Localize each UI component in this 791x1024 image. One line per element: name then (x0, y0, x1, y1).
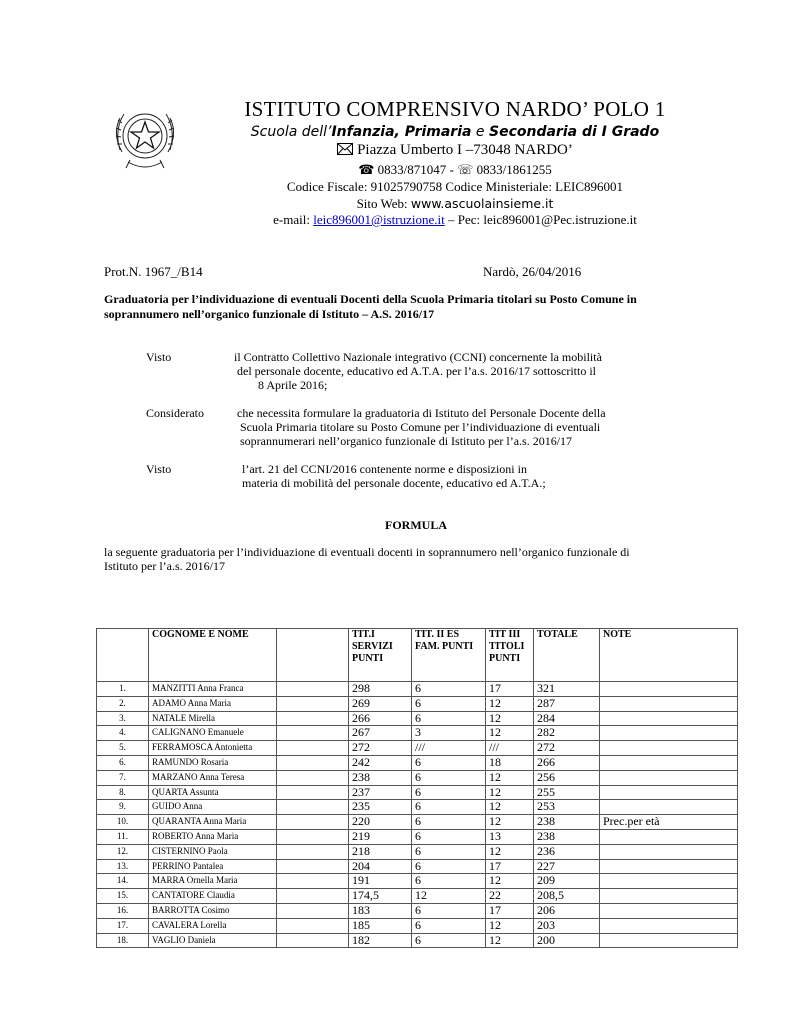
teacher-name: CAVALERA Lorella (149, 918, 277, 933)
notes (600, 741, 738, 756)
blank-cell (277, 696, 349, 711)
table-row (97, 903, 738, 918)
tit3-points: 12 (486, 696, 534, 711)
teacher-name: QUARTA Assunta (149, 785, 277, 800)
notes (600, 903, 738, 918)
tit2-points: 6 (412, 755, 486, 770)
email-link[interactable]: leic896001@istruzione.it (313, 212, 445, 227)
row-number: 13. (97, 859, 149, 874)
tit1-points: 266 (349, 711, 412, 726)
col-header-tit1: TIT.I SERVIZI PUNTI (349, 629, 412, 682)
notes (600, 829, 738, 844)
total-points: 209 (534, 874, 600, 889)
notes (600, 859, 738, 874)
tit3-points: 12 (486, 785, 534, 800)
row-number: 17. (97, 918, 149, 933)
fax-icon: ☏ (457, 162, 474, 177)
website-url[interactable]: www.ascuolainsieme.it (410, 196, 554, 211)
blank-cell (277, 726, 349, 741)
tit2-points: 6 (412, 815, 486, 830)
table-row (97, 785, 738, 800)
tit3-points: 12 (486, 800, 534, 815)
teacher-name: RAMUNDO Rosaria (149, 755, 277, 770)
tit1-points: 235 (349, 800, 412, 815)
teacher-name: GUIDO Anna (149, 800, 277, 815)
blank-cell (277, 889, 349, 904)
tit1-points: 298 (349, 682, 412, 697)
school-subtitle-part: Scuola dell’ (250, 124, 332, 140)
tit1-points: 237 (349, 785, 412, 800)
teacher-name: ROBERTO Anna Maria (149, 829, 277, 844)
total-points: 272 (534, 741, 600, 756)
tit3-points: 22 (486, 889, 534, 904)
premise-line: Scuola Primaria titolare su Posto Comune per l’individuazione di eventuali (237, 420, 601, 434)
tit3-points: 17 (486, 682, 534, 697)
notes (600, 889, 738, 904)
total-points: 208,5 (534, 889, 600, 904)
tit2-points: 6 (412, 785, 486, 800)
row-number: 7. (97, 770, 149, 785)
row-number: 6. (97, 755, 149, 770)
total-points: 282 (534, 726, 600, 741)
italian-republic-emblem-icon (108, 100, 182, 176)
row-number: 4. (97, 726, 149, 741)
blank-cell (277, 682, 349, 697)
premise-line: che necessita formulare la graduatoria di Istituto del Personale Docente della (237, 406, 606, 420)
premise-line: 8 Aprile 2016; (258, 378, 328, 392)
blank-cell (277, 815, 349, 830)
blank-cell (277, 785, 349, 800)
table-row (97, 682, 738, 697)
phone-number: 0833/871047 - (377, 162, 454, 177)
blank-cell (277, 755, 349, 770)
table-row (97, 829, 738, 844)
table-row (97, 859, 738, 874)
email-label: e-mail: (273, 212, 314, 227)
table-row (97, 711, 738, 726)
pec-address: – Pec: leic896001@Pec.istruzione.it (444, 212, 637, 227)
tit2-points: 6 (412, 844, 486, 859)
row-number: 5. (97, 741, 149, 756)
tit1-points: 183 (349, 903, 412, 918)
tit3-points: 12 (486, 726, 534, 741)
premise-label: Considerato (146, 406, 204, 420)
teacher-name: QUARANTA Anna Maria (149, 815, 277, 830)
notes (600, 933, 738, 948)
notes (600, 755, 738, 770)
teacher-name: PERRINO Pantalea (149, 859, 277, 874)
teacher-name: CANTATORE Claudia (149, 889, 277, 904)
tit2-points: 6 (412, 859, 486, 874)
row-number: 18. (97, 933, 149, 948)
total-points: 284 (534, 711, 600, 726)
tit2-points: 6 (412, 682, 486, 697)
col-header-number (97, 629, 149, 682)
total-points: 256 (534, 770, 600, 785)
row-number: 14. (97, 874, 149, 889)
teacher-name: ADAMO Anna Maria (149, 696, 277, 711)
notes (600, 785, 738, 800)
school-name: ISTITUTO COMPRENSIVO NARDO’ POLO 1 (244, 97, 666, 121)
notes (600, 711, 738, 726)
table-row (97, 770, 738, 785)
school-subtitle (205, 124, 705, 140)
total-points: 287 (534, 696, 600, 711)
tit2-points: 6 (412, 696, 486, 711)
table-row (97, 755, 738, 770)
row-number: 16. (97, 903, 149, 918)
website (205, 196, 705, 212)
notes (600, 682, 738, 697)
table-row (97, 844, 738, 859)
tit2-points: 12 (412, 889, 486, 904)
notes: Prec.per età (600, 815, 738, 830)
tit1-points: 185 (349, 918, 412, 933)
blank-cell (277, 874, 349, 889)
school-subtitle-bold: Infanzia, Primaria (331, 124, 472, 140)
col-header-tit3: TIT III TITOLI PUNTI (486, 629, 534, 682)
blank-cell (277, 933, 349, 948)
col-header-notes: NOTE (600, 629, 738, 682)
notes (600, 844, 738, 859)
tit3-points: /// (486, 741, 534, 756)
tit2-points: 6 (412, 800, 486, 815)
tit1-points: 182 (349, 933, 412, 948)
table-row (97, 800, 738, 815)
tit2-points: /// (412, 741, 486, 756)
tit3-points: 18 (486, 755, 534, 770)
tit1-points: 218 (349, 844, 412, 859)
notes (600, 770, 738, 785)
blank-cell (277, 770, 349, 785)
blank-cell (277, 918, 349, 933)
school-subtitle-part: e (471, 124, 489, 140)
premise-label: Visto (146, 462, 172, 476)
teacher-name: MANZITTI Anna Franca (149, 682, 277, 697)
table-row (97, 696, 738, 711)
col-header-total: TOTALE (534, 629, 600, 682)
tit1-points: 267 (349, 726, 412, 741)
blank-cell (277, 829, 349, 844)
fiscal-codes: Codice Fiscale: 91025790758 Codice Ministeriale: LEIC896001 (286, 179, 624, 194)
fax-number: 0833/1861255 (476, 162, 552, 177)
tit3-points: 13 (486, 829, 534, 844)
school-address (205, 142, 705, 159)
blank-cell (277, 903, 349, 918)
total-points: 253 (534, 800, 600, 815)
row-number: 2. (97, 696, 149, 711)
row-number: 3. (97, 711, 149, 726)
email-line (205, 212, 705, 228)
teacher-name: BARROTTA Cosimo (149, 903, 277, 918)
tit2-points: 6 (412, 903, 486, 918)
table-header-row (97, 629, 738, 682)
table-row (97, 889, 738, 904)
tit3-points: 12 (486, 874, 534, 889)
row-number: 8. (97, 785, 149, 800)
table-row (97, 918, 738, 933)
tit3-points: 17 (486, 859, 534, 874)
document-date: Nardò, 26/04/2016 (483, 264, 582, 279)
tit2-points: 6 (412, 711, 486, 726)
row-number: 1. (97, 682, 149, 697)
notes (600, 726, 738, 741)
blank-cell (277, 800, 349, 815)
total-points: 321 (534, 682, 600, 697)
premise-line: il Contratto Collettivo Nazionale integrativo (CCNI) concernente la mobilità (234, 350, 602, 364)
table-row (97, 741, 738, 756)
row-number: 11. (97, 829, 149, 844)
tit1-points: 220 (349, 815, 412, 830)
teacher-name: NATALE Mirella (149, 711, 277, 726)
notes (600, 696, 738, 711)
tit1-points: 204 (349, 859, 412, 874)
protocol-number: Prot.N. 1967_/B14 (104, 264, 203, 279)
total-points: 203 (534, 918, 600, 933)
tit1-points: 272 (349, 741, 412, 756)
row-number: 12. (97, 844, 149, 859)
teacher-name: MARZANO Anna Teresa (149, 770, 277, 785)
premise-line: materia di mobilità del personale docente, educativo ed A.T.A.; (242, 476, 546, 490)
tit3-points: 12 (486, 815, 534, 830)
col-header-blank (277, 629, 349, 682)
tit3-points: 12 (486, 918, 534, 933)
tit1-points: 219 (349, 829, 412, 844)
tit3-points: 12 (486, 844, 534, 859)
blank-cell (277, 859, 349, 874)
premise-line: soprannumerari nell’organico funzionale di Istituto per l’a.s. 2016/17 (237, 434, 573, 448)
row-number: 15. (97, 889, 149, 904)
tit1-points: 242 (349, 755, 412, 770)
subject-line: Graduatoria per l’individuazione di eventuali Docenti della Scuola Primaria titolari su Posto Comune in (104, 292, 637, 306)
table-row (97, 815, 738, 830)
teacher-name: CALIGNANO Emanuele (149, 726, 277, 741)
intro-line: la seguente graduatoria per l’individuazione di eventuali docenti in soprannumero nell’organico funzionale di (104, 545, 630, 559)
total-points: 236 (534, 844, 600, 859)
row-number: 9. (97, 800, 149, 815)
intro-text (104, 545, 664, 573)
envelope-icon (337, 143, 353, 155)
col-header-tit2: TIT. II ES FAM. PUNTI (412, 629, 486, 682)
tit2-points: 6 (412, 874, 486, 889)
blank-cell (277, 741, 349, 756)
address-text: Piazza Umberto I –73048 NARDO’ (357, 142, 573, 158)
tit3-points: 12 (486, 711, 534, 726)
total-points: 255 (534, 785, 600, 800)
tit1-points: 191 (349, 874, 412, 889)
blank-cell (277, 711, 349, 726)
document-subject (104, 292, 664, 322)
tit3-points: 12 (486, 770, 534, 785)
table-row (97, 874, 738, 889)
subject-line: soprannumero nell’organico funzionale di Istituto – A.S. 2016/17 (104, 307, 435, 321)
school-subtitle-bold: Secondaria di I Grado (488, 124, 660, 140)
tit2-points: 3 (412, 726, 486, 741)
table-body (97, 682, 738, 948)
tit2-points: 6 (412, 770, 486, 785)
tit3-points: 17 (486, 903, 534, 918)
teacher-name: VAGLIO Daniela (149, 933, 277, 948)
premise-text (242, 462, 546, 490)
school-phones (205, 162, 705, 178)
tit1-points: 269 (349, 696, 412, 711)
ranking-table (96, 628, 738, 948)
intro-line: Istituto per l’a.s. 2016/17 (104, 559, 225, 573)
tit1-points: 238 (349, 770, 412, 785)
premise-line: del personale docente, educativo ed A.T.A. per l’a.s. 2016/17 sottoscritto il (234, 364, 597, 378)
premise-text (234, 350, 602, 392)
notes (600, 874, 738, 889)
total-points: 206 (534, 903, 600, 918)
total-points: 200 (534, 933, 600, 948)
premise-line: l’art. 21 del CCNI/2016 contenente norme e disposizioni in (242, 462, 527, 476)
telephone-icon: ☎ (358, 162, 375, 177)
total-points: 238 (534, 829, 600, 844)
blank-cell (277, 844, 349, 859)
total-points: 266 (534, 755, 600, 770)
row-number: 10. (97, 815, 149, 830)
total-points: 238 (534, 815, 600, 830)
table-row (97, 726, 738, 741)
tit2-points: 6 (412, 933, 486, 948)
premise-text (237, 406, 606, 448)
formula-heading: FORMULA (385, 518, 447, 532)
tit3-points: 12 (486, 933, 534, 948)
tit1-points: 174,5 (349, 889, 412, 904)
col-header-name: COGNOME E NOME (149, 629, 277, 682)
total-points: 227 (534, 859, 600, 874)
teacher-name: FERRAMOSCA Antonietta (149, 741, 277, 756)
notes (600, 918, 738, 933)
teacher-name: CISTERNINO Paola (149, 844, 277, 859)
tit2-points: 6 (412, 918, 486, 933)
premise-label: Visto (146, 350, 172, 364)
website-label: Sito Web: (356, 196, 411, 211)
notes (600, 800, 738, 815)
table-row (97, 933, 738, 948)
teacher-name: MARRA Ornella Maria (149, 874, 277, 889)
tit2-points: 6 (412, 829, 486, 844)
